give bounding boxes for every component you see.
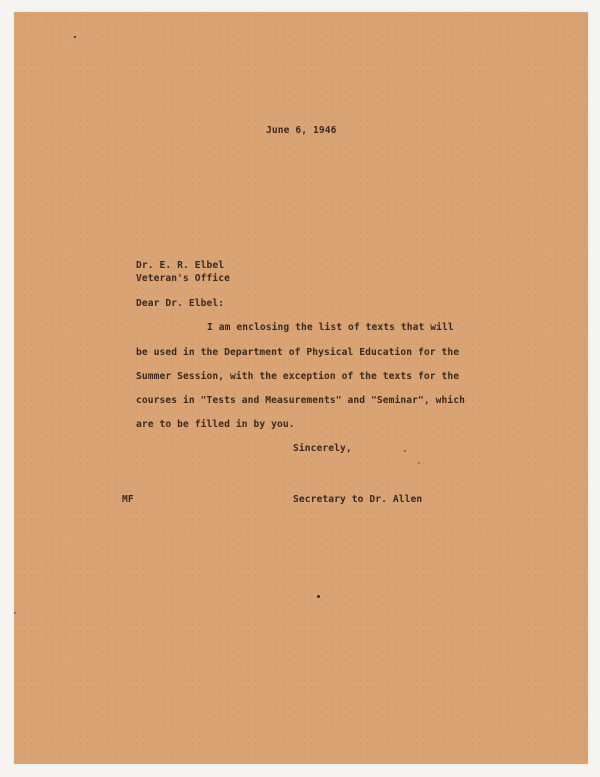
paper-speck [404,450,406,452]
signature-title: Secretary to Dr. Allen [293,494,423,505]
salutation: Dear Dr. Elbel: [136,298,225,309]
letter-date: June 6, 1946 [266,125,337,136]
paper-speck [74,36,76,38]
paper-speck [14,612,16,614]
typist-initials: MF [122,494,134,505]
paper-speck [317,595,320,598]
body-line: are to be filled in by you. [136,419,295,430]
recipient-name: Dr. E. R. Elbel [136,260,225,271]
paper-speck [418,462,420,464]
closing: Sincerely, [293,443,352,454]
letter-page [14,12,588,764]
body-line: courses in "Tests and Measurements" and "Seminar", which [136,395,466,406]
body-line: be used in the Department of Physical Education for the [136,347,460,358]
recipient-office: Veteran's Office [136,273,231,284]
body-line: Summer Session, with the exception of the texts for the [136,371,460,382]
body-line: I am enclosing the list of texts that will [207,322,454,333]
